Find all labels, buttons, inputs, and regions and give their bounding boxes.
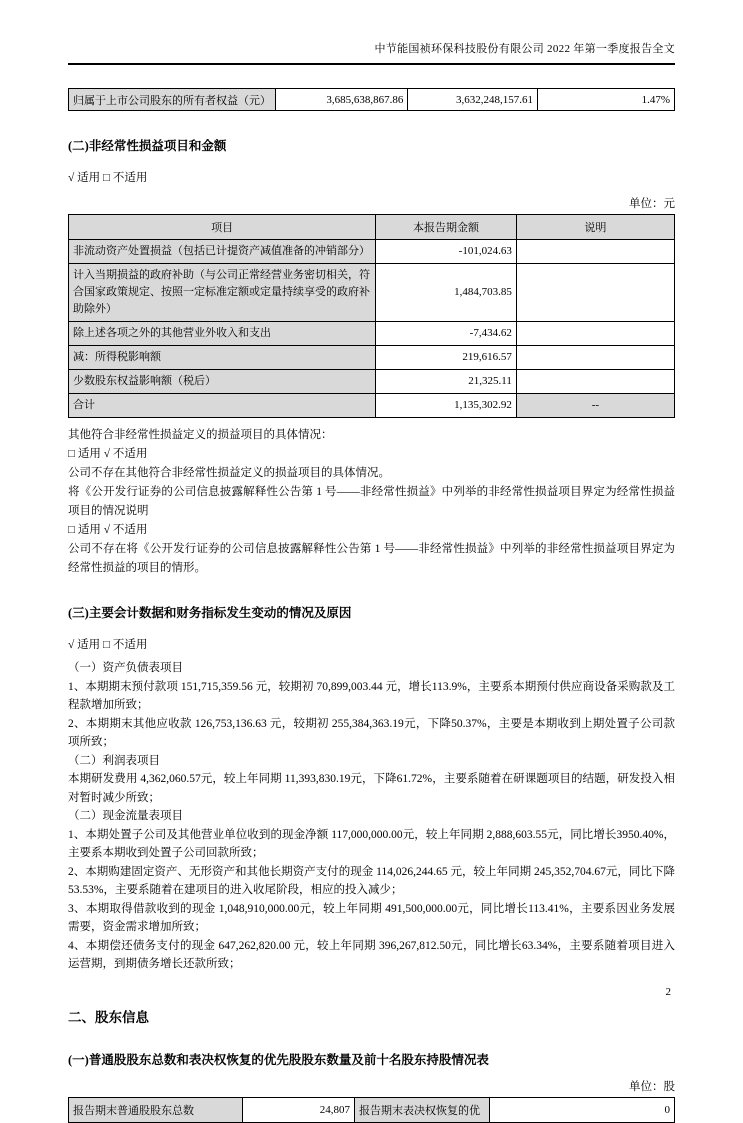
row-item-label: 少数股东权益影响额（税后） — [69, 370, 376, 394]
nonrecurring-table — [68, 214, 675, 418]
common-shareholders-label: 报告期末普通股股东总数 — [69, 1097, 243, 1122]
nonrecurring-notes — [68, 426, 675, 578]
row-item-label: 计入当期损益的政府补助（与公司正常经营业务密切相关，符合国家政策规定、按照一定标准定额或定量持续享受的政府补助除外） — [69, 264, 376, 322]
column-header-item: 项目 — [69, 215, 376, 240]
preferred-shareholders-count: 0 — [490, 1097, 675, 1122]
column-header-amount: 本报告期金额 — [376, 215, 517, 240]
table-row — [69, 89, 675, 111]
unit-label-shares: 单位：股 — [629, 1080, 675, 1093]
row-amount: -7,434.62 — [376, 322, 517, 346]
paragraph: 1、本期期末预付款项 151,715,359.56 元，较期初 70,899,003.44 元，增长113.9%，主要系本期预付供应商设备采购款及工程款增加所致； — [68, 680, 675, 711]
applicability-line: □ 适用 √ 不适用 — [68, 524, 148, 536]
column-header-note: 说明 — [516, 215, 674, 240]
table-row-total — [69, 394, 675, 418]
shareholders-subtitle: (一)普通股股东总数和表决权恢复的优先股股东数量及前十名股东持股情况表 — [68, 1052, 489, 1067]
row-item-label: 非流动资产处置损益（包括已计提资产减值准备的冲销部分） — [69, 240, 376, 264]
row-amount: 1,484,703.85 — [376, 264, 517, 322]
shareholders-table — [68, 1097, 675, 1123]
section-title-nonrecurring: (二)非经常性损益项目和金额 — [68, 139, 227, 153]
table-row — [69, 346, 675, 370]
row-item-label: 合计 — [69, 394, 376, 418]
note-paragraph: 将《公开发行证券的公司信息披露解释性公告第 1 号——非经常性损益》中列举的非经常性损益项目界定为经常性损益项目的情况说明 — [68, 486, 675, 517]
paragraph: 1、本期处置子公司及其他营业单位收到的现金净额 117,000,000.00元，较上年同期 2,888,603.55元，同比增长3950.40%，主要系本期收到处置子公司回款所致； — [68, 828, 675, 859]
common-shareholders-count: 24,807 — [242, 1097, 354, 1122]
equity-current-value: 3,685,638,867.86 — [275, 89, 408, 111]
paragraph: 2、本期期末其他应收款 126,753,136.63 元，较期初 255,384,363.19元，下降50.37%，主要是本期收到上期处置子公司款项所致； — [68, 717, 675, 748]
applicability-line: √ 适用 □ 不适用 — [68, 172, 148, 184]
row-amount: 21,325.11 — [376, 370, 517, 394]
unit-label-yuan: 单位：元 — [629, 198, 675, 210]
row-note — [516, 370, 674, 394]
equity-table — [68, 88, 675, 111]
paragraph: 3、本期取得借款收到的现金 1,048,910,000.00元，较上年同期 491,500,000.00元，同比增长113.41%，主要系因业务发展需要，资金需求增加所致； — [68, 902, 675, 933]
changes-paragraphs — [68, 659, 675, 974]
row-item-label: 除上述各项之外的其他营业外收入和支出 — [69, 322, 376, 346]
row-note — [516, 240, 674, 264]
section-title-changes: (三)主要会计数据和财务指标发生变动的情况及原因 — [68, 606, 352, 620]
applicability-line: □ 适用 √ 不适用 — [68, 448, 148, 460]
paragraph: （二）利润表项目 — [68, 754, 160, 767]
page-number: 2 — [665, 986, 671, 998]
row-note: -- — [516, 394, 674, 418]
note-paragraph: 公司不存在将《公开发行证券的公司信息披露解释性公告第 1 号——非经常性损益》中列举的非经常性损益项目界定为经常性损益的项目的情形。 — [68, 543, 675, 574]
paragraph: 本期研发费用 4,362,060.57元，较上年同期 11,393,830.19元，下降61.72%，主要系随着在研课题项目的结题，研发投入相对暂时减少所致； — [68, 773, 675, 804]
document-header: 中节能国祯环保科技股份有限公司 2022 年第一季度报告全文 — [68, 40, 675, 65]
paragraph: 4、本期偿还债务支付的现金 647,262,820.00 元，较上年同期 396,267,812.50元，同比增长63.34%，主要系随着项目进入运营期，到期债务增长还款所致； — [68, 939, 675, 970]
applicability-line: √ 适用 □ 不适用 — [68, 639, 148, 651]
row-amount: 219,616.57 — [376, 346, 517, 370]
paragraph: （二）现金流量表项目 — [68, 810, 183, 822]
preferred-shareholders-label: 报告期末表决权恢复的优 — [355, 1097, 490, 1122]
table-row — [69, 264, 675, 322]
table-row — [69, 1097, 675, 1122]
equity-item-label: 归属于上市公司股东的所有者权益（元） — [69, 89, 276, 111]
note-paragraph: 其他符合非经常性损益定义的损益项目的具体情况： — [68, 429, 333, 441]
table-row — [69, 370, 675, 394]
row-amount: 1,135,302.92 — [376, 394, 517, 418]
note-paragraph: 公司不存在其他符合非经常性损益定义的损益项目的具体情况。 — [68, 467, 390, 479]
row-note — [516, 264, 674, 322]
equity-change-percent: 1.47% — [538, 89, 675, 111]
paragraph: （一）资产负债表项目 — [68, 662, 183, 674]
row-amount: -101,024.63 — [376, 240, 517, 264]
equity-prior-value: 3,632,248,157.61 — [408, 89, 538, 111]
row-item-label: 减：所得税影响额 — [69, 346, 376, 370]
row-note — [516, 346, 674, 370]
paragraph: 2、本期购建固定资产、无形资产和其他长期资产支付的现金 114,026,244.65 元，较上年同期 245,352,704.67元，同比下降53.53%，主要系随着在建项目的进入收尾阶段，相应的投入减少； — [68, 865, 675, 896]
table-row — [69, 240, 675, 264]
section-title-shareholders: 二、股东信息 — [68, 1009, 149, 1025]
table-header-row — [69, 215, 675, 240]
table-row — [69, 322, 675, 346]
row-note — [516, 322, 674, 346]
